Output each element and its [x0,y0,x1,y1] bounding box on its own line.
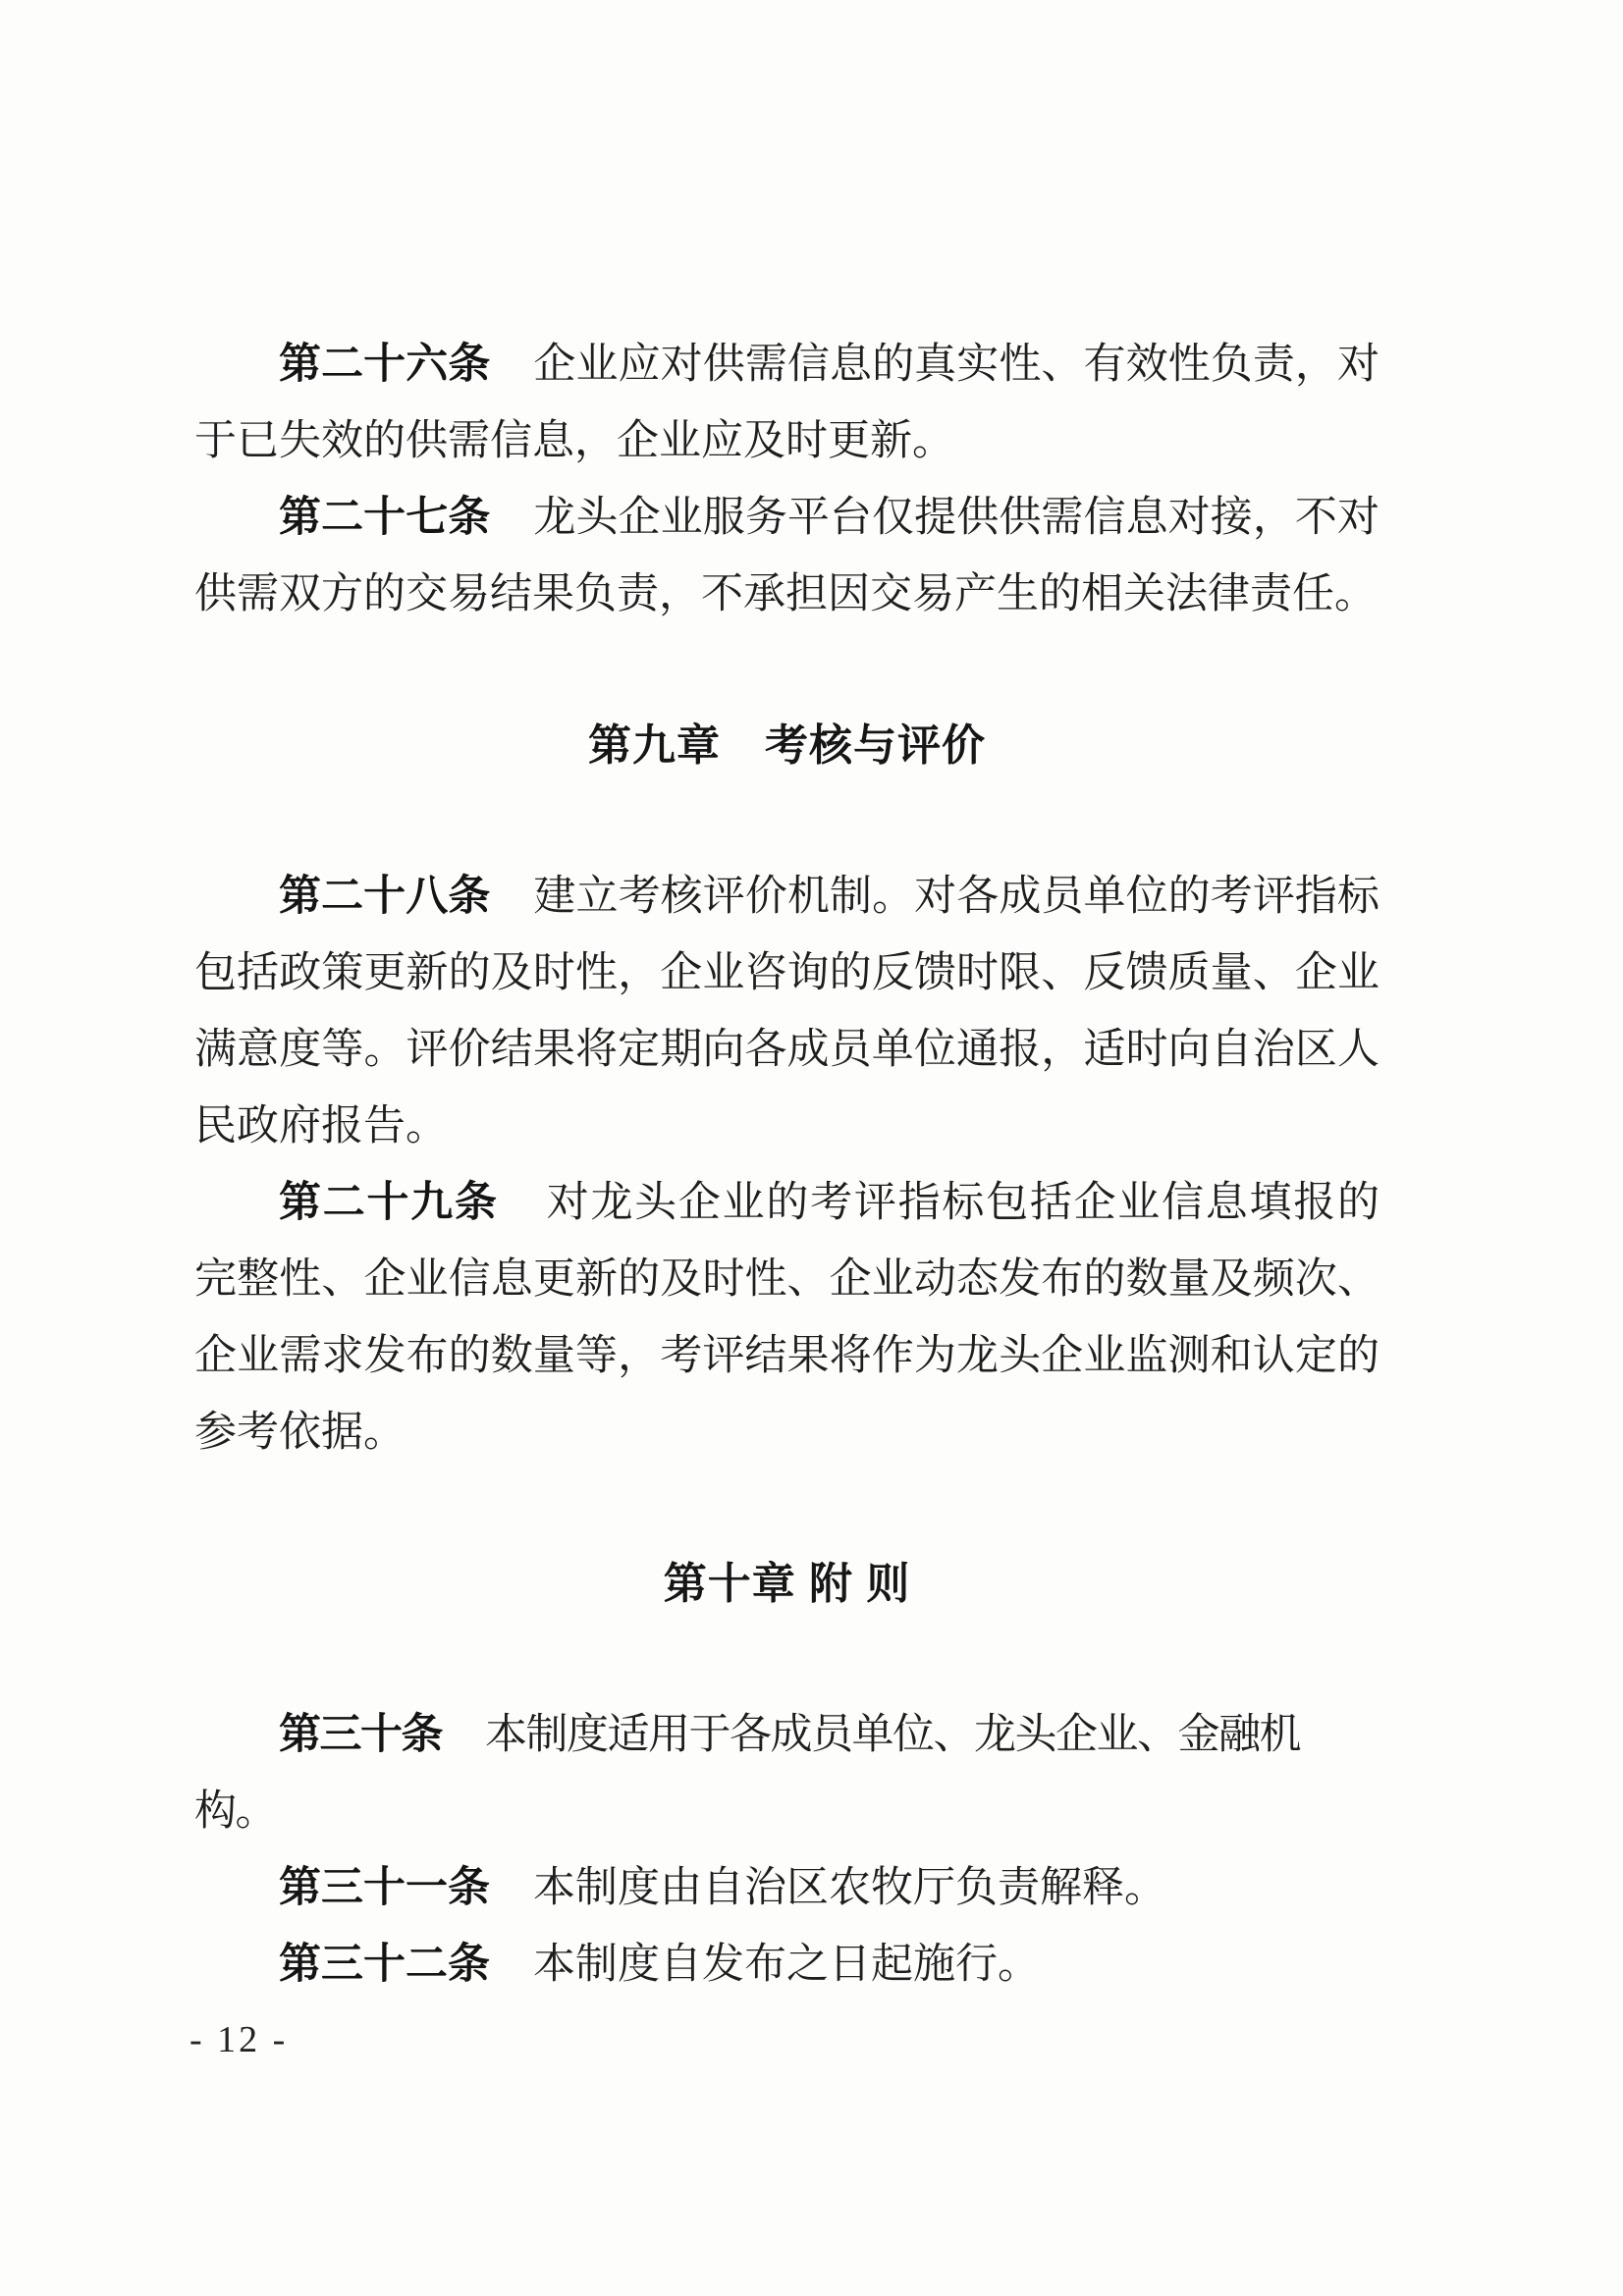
chapter-10-heading: 第十章 附 则 [663,1560,911,1608]
article-31-number: 第三十一条 [279,1865,490,1911]
article-30-text: 本制度适用于各成员单位、龙头企业、金融机构。 [194,1712,1300,1835]
document-content [194,327,1380,2003]
article-32-text: 本制度自发布之日起施行。 [533,1942,1040,1988]
article-31-text: 本制度由自治区农牧厅负责解释。 [533,1865,1166,1911]
article-26-text: 企业应对供需信息的真实性、有效性负责，对于已失效的供需信息，企业应及时更新。 [194,342,1380,464]
article-26-paragraph [194,327,1380,480]
article-32-paragraph [194,1927,1380,2003]
article-29-text: 对龙头企业的考评指标包括企业信息填报的完整性、企业信息更新的及时性、企业动态发布的数量及频次、企业需求发布的数量等，考评结果将作为龙头企业监测和认定的参考依据。 [194,1180,1380,1456]
article-29-paragraph [194,1165,1380,1471]
article-29-number: 第二十九条 [279,1180,499,1226]
article-30-number: 第三十条 [279,1712,442,1758]
article-30-paragraph [194,1697,1380,1850]
article-32-number: 第三十二条 [279,1942,490,1988]
article-26-number: 第二十六条 [279,342,491,388]
article-28-number: 第二十八条 [279,874,491,920]
article-27-text: 龙头企业服务平台仅提供供需信息对接，不对供需双方的交易结果负责，不承担因交易产生的相关法律责任。 [194,495,1380,617]
article-27-number: 第二十七条 [279,495,491,541]
article-27-paragraph [194,480,1380,633]
page-number: - 12 - [189,2019,289,2060]
article-28-text: 建立考核评价机制。对各成员单位的考评指标包括政策更新的及时性，企业咨询的反馈时限、反馈质量、企业满意度等。评价结果将定期向各成员单位通报，适时向自治区人民政府报告。 [194,874,1380,1149]
chapter-9-heading: 第九章 考核与评价 [588,721,986,770]
article-28-paragraph [194,859,1380,1165]
article-31-paragraph [194,1850,1380,1927]
